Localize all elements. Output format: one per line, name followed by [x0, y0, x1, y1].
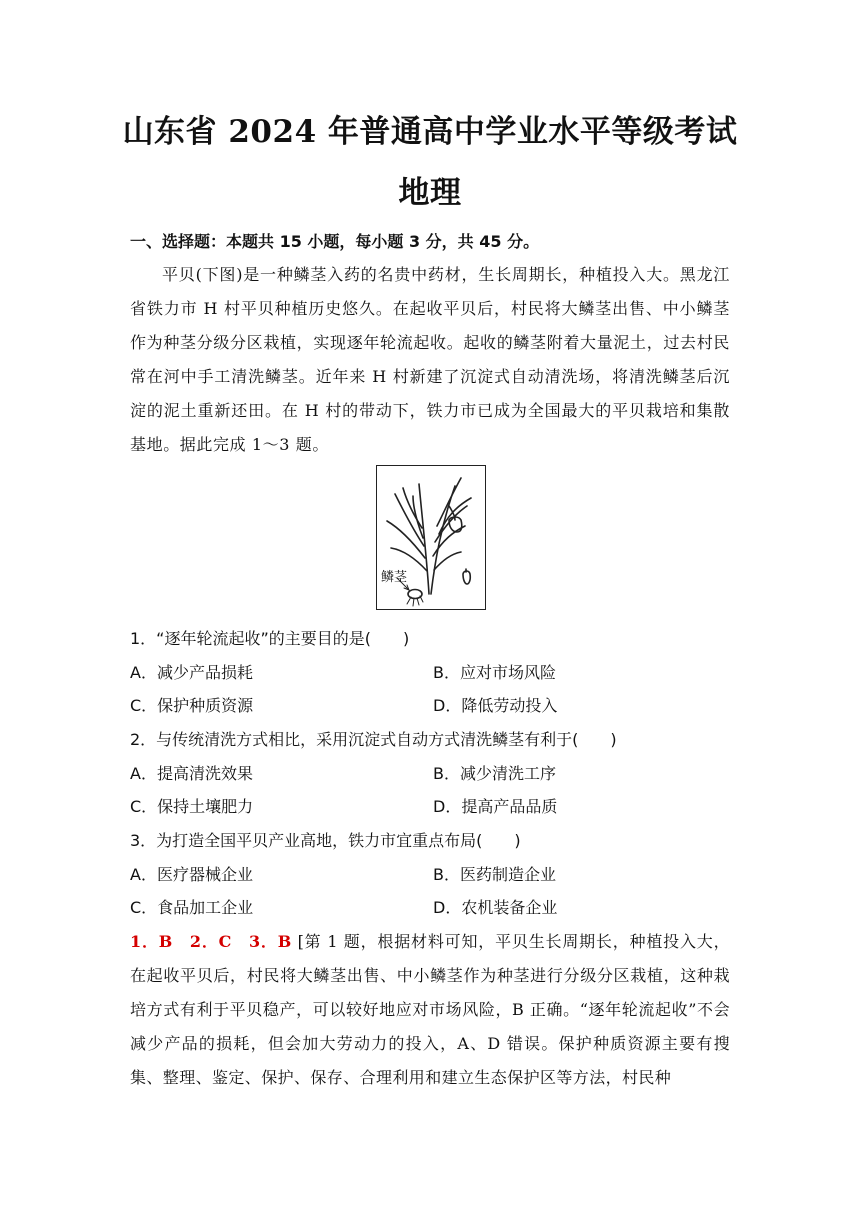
- question-1-option-d: D．降低劳动投入: [433, 696, 558, 715]
- question-3-stem: 3．为打造全国平贝产业高地，铁力市宜重点布局( ): [130, 831, 521, 850]
- fritillaria-plant-illustration: [377, 466, 485, 609]
- answer-explanation: [130, 925, 730, 1095]
- question-1-option-b: B．应对市场风险: [433, 663, 556, 682]
- question-3-option-a: A．医疗器械企业: [130, 865, 253, 884]
- answer-key: 1．B 2．C 3．B: [130, 932, 292, 951]
- fritillaria-figure: [376, 465, 486, 610]
- question-3-option-d: D．农机装备企业: [433, 898, 558, 917]
- question-1-option-c: C．保护种质资源: [130, 696, 254, 715]
- bulb-label: 鳞茎: [381, 570, 408, 585]
- material-text: 平贝(下图)是一种鳞茎入药的名贵中药材，生长周期长，种植投入大。黑龙江省铁力市 H 村平贝种植历史悠久。在起收平贝后，村民将大鳞茎出售、中小鳞茎作为种茎分级分区栽植，实现逐年轮流起收。起收的鳞茎附着大量泥土，过去村民常在河中手工清洗鳞茎。近年来 H 村新建了沉淀式自动清洗场，将清洗鳞茎后沉淀的泥土重新还田。在 H 村的带动下，铁力市已成为全国最大的平贝栽培和集散基地。据此完成 1～3 题。: [130, 265, 730, 454]
- question-1-option-a: A．减少产品损耗: [130, 663, 253, 682]
- document-title: 山东省 2024 年普通高中学业水平等级考试: [122, 114, 738, 150]
- question-3-option-c: C．食品加工企业: [130, 898, 254, 917]
- question-2-option-b: B．减少清洗工序: [433, 764, 556, 783]
- section-heading: 一、选择题：本题共 15 小题，每小题 3 分，共 45 分。: [130, 232, 540, 251]
- subject-title: 地理: [398, 175, 462, 211]
- question-2-option-a: A．提高清洗效果: [130, 764, 253, 783]
- question-3-option-b: B．医药制造企业: [433, 865, 556, 884]
- question-2-stem: 2．与传统清洗方式相比，采用沉淀式自动方式清洗鳞茎有利于( ): [130, 730, 617, 749]
- question-1-stem: 1．“逐年轮流起收”的主要目的是( ): [130, 629, 410, 648]
- material-paragraph: [130, 258, 730, 462]
- question-2-option-d: D．提高产品品质: [433, 797, 558, 816]
- explanation-text: [第 1 题，根据材料可知，平贝生长周期长，种植投入大，在起收平贝后，村民将大鳞茎出售、中小鳞茎作为种茎进行分级分区栽植，这种栽培方式有利于平贝稳产，可以较好地应对市场风险，B 正确。“逐年轮流起收”不会减少产品的损耗，但会加大劳动力的投入，A、D 错误。保护种质资源主要有搜集、整理、鉴定、保护、保存、合理利用和建立生态保护区等方法，村民种: [130, 932, 730, 1087]
- question-2-option-c: C．保持土壤肥力: [130, 797, 254, 816]
